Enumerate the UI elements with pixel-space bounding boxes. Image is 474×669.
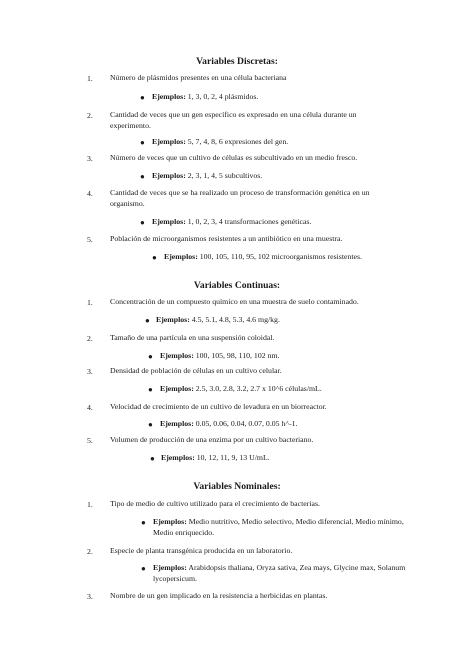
example-values: 2.5, 3.0, 2.8, 3.2, 2.7 x 10^6 células/mL. — [193, 384, 322, 393]
example-text — [160, 351, 410, 362]
item-number: 5. — [87, 235, 93, 244]
example-label: Ejemplos: — [152, 137, 186, 146]
example-values: 2, 3, 1, 4, 5 subcultivos. — [185, 171, 263, 180]
section-title-discretas: Variables Discretas: — [196, 56, 278, 67]
item-number: 2. — [87, 547, 93, 556]
item-text: Número de plásmidos presentes en una célula bacteriana — [110, 73, 287, 82]
example-text — [152, 171, 402, 182]
example-text — [156, 315, 406, 326]
item-number: 4. — [87, 189, 93, 198]
bullet-icon: ● — [152, 253, 157, 262]
example-values: 0.05, 0.06, 0.04, 0.07, 0.05 h^-1. — [193, 419, 298, 428]
item-number: 1. — [87, 298, 93, 307]
example-text — [161, 453, 411, 464]
item-text: Velocidad de crecimiento de un cultivo de levadura en un biorreactor. — [110, 402, 327, 411]
item-text: Tamaño de una partícula en una suspensión coloidal. — [110, 333, 275, 342]
item-text: Especie de planta transgénica producida en un laboratorio. — [110, 546, 293, 555]
bullet-icon: ● — [141, 518, 146, 527]
section-title-nominales: Variables Nominales: — [193, 481, 281, 492]
example-values: 4.5, 5.1, 4.8, 5.3, 4.6 mg/kg. — [189, 315, 280, 324]
example-label: Ejemplos: — [152, 217, 186, 226]
example-text — [160, 419, 410, 430]
example-values: 100, 105, 110, 95, 102 microorganismos resistentes. — [197, 252, 362, 261]
bullet-icon: ● — [140, 138, 145, 147]
item-text: Volumen de producción de una enzima por un cultivo bacteriano. — [110, 435, 314, 444]
example-values: 1, 3, 0, 2, 4 plásmidos. — [185, 92, 259, 101]
bullet-icon: ● — [148, 420, 153, 429]
item-text: Nombre de un gen implicado en la resistencia a herbicidas en plantas. — [110, 591, 328, 600]
example-label: Ejemplos: — [160, 419, 194, 428]
example-text — [152, 217, 402, 228]
example-text — [164, 252, 424, 263]
example-values: 5, 7, 4, 8, 6 expresiones del gen. — [185, 137, 289, 146]
example-values: Medio nutritivo, Medio selectivo, Medio diferencial, Medio mínimo, Medio enriquecido. — [153, 517, 404, 537]
section-title-continuas: Variables Continuas: — [193, 280, 281, 291]
bullet-icon: ● — [140, 218, 145, 227]
item-number: 2. — [87, 111, 93, 120]
bullet-icon: ● — [141, 564, 146, 573]
example-label: Ejemplos: — [152, 171, 186, 180]
item-text: Concentración de un compuesto químico en una muestra de suelo contaminado. — [110, 297, 359, 306]
bullet-icon: ● — [148, 385, 153, 394]
item-text: Cantidad de veces que un gen específico es expresado en una célula durante un experimento. — [110, 110, 357, 130]
example-label: Ejemplos: — [153, 517, 187, 526]
example-label: Ejemplos: — [153, 563, 187, 572]
item-text: Tipo de medio de cultivo utilizado para el crecimiento de bacterias. — [110, 499, 320, 508]
example-label: Ejemplos: — [161, 453, 195, 462]
example-values: Arabidopsis thaliana, Oryza sativa, Zea mays, Glycine max, Solanum lycopersicum. — [153, 563, 406, 583]
item-number: 3. — [87, 592, 93, 601]
bullet-icon: ● — [150, 454, 155, 463]
item-text: Cantidad de veces que se ha realizado un proceso de transformación genética en un organismo. — [110, 188, 370, 208]
example-values: 1, 0, 2, 3, 4 transformaciones genéticas. — [185, 217, 312, 226]
example-label: Ejemplos: — [160, 351, 194, 360]
item-number: 3. — [87, 367, 93, 376]
example-label: Ejemplos: — [164, 252, 198, 261]
item-text: Población de microorganismos resistentes a un antibiótico en una muestra. — [110, 234, 343, 243]
example-values: 10, 12, 11, 9, 13 U/mL. — [194, 453, 270, 462]
example-text — [153, 517, 415, 538]
example-text — [153, 563, 415, 584]
example-text — [160, 384, 420, 395]
item-number: 4. — [87, 403, 93, 412]
example-text — [152, 92, 402, 103]
item-number: 1. — [87, 500, 93, 509]
item-number: 5. — [87, 436, 93, 445]
item-number: 3. — [87, 154, 93, 163]
item-number: 1. — [87, 74, 93, 83]
example-label: Ejemplos: — [156, 315, 190, 324]
example-label: Ejemplos: — [152, 92, 186, 101]
example-values: 100, 105, 98, 110, 102 nm. — [193, 351, 280, 360]
item-number: 2. — [87, 334, 93, 343]
example-text — [152, 137, 402, 148]
item-text: Densidad de población de células en un cultivo celular. — [110, 366, 282, 375]
bullet-icon: ● — [148, 352, 153, 361]
bullet-icon: ● — [145, 316, 150, 325]
bullet-icon: ● — [140, 172, 145, 181]
example-label: Ejemplos: — [160, 384, 194, 393]
item-text: Número de veces que un cultivo de células es subcultivado en un medio fresco. — [110, 153, 358, 162]
bullet-icon: ● — [140, 93, 145, 102]
